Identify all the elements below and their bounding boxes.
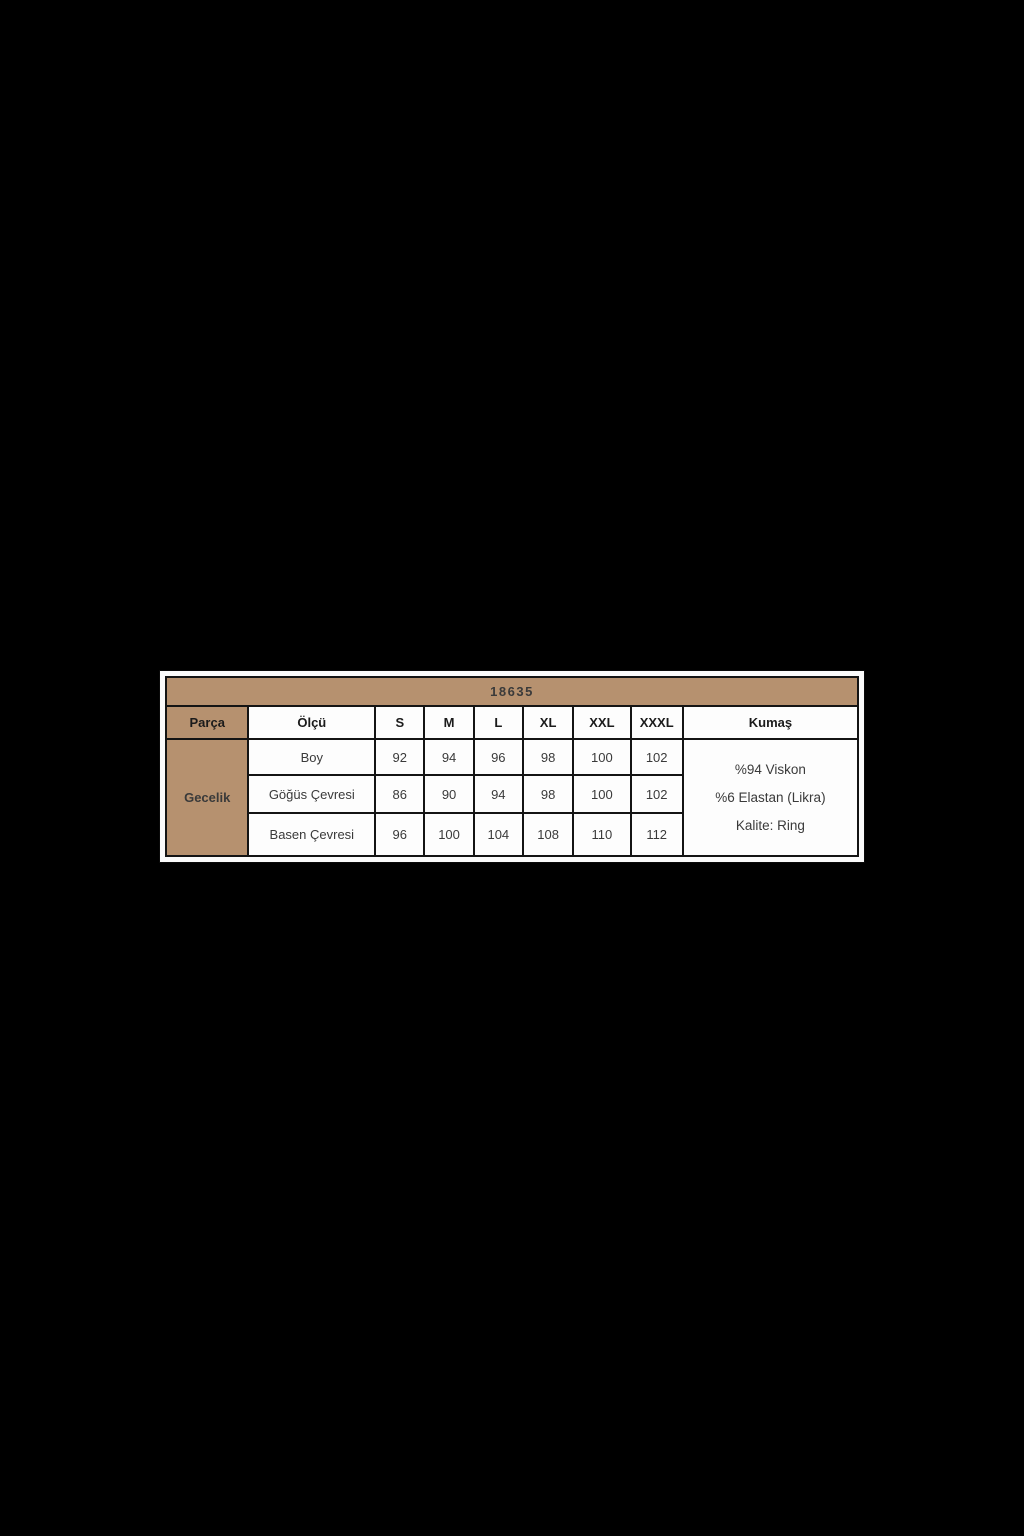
- size-value-cell: 100: [573, 775, 630, 813]
- size-value-cell: 92: [375, 739, 424, 775]
- size-value-cell: 94: [424, 739, 473, 775]
- size-chart-card: [160, 671, 864, 862]
- col-header-size-m: M: [424, 706, 473, 740]
- col-header-size-xxxl: XXXL: [631, 706, 683, 740]
- col-header-size-xxl: XXL: [573, 706, 630, 740]
- size-value-cell: 100: [424, 813, 473, 856]
- size-value-cell: 100: [573, 739, 630, 775]
- size-value-cell: 102: [631, 775, 683, 813]
- table-row-boy: [166, 739, 858, 775]
- size-value-cell: 112: [631, 813, 683, 856]
- size-value-cell: 96: [375, 813, 424, 856]
- header-row: [166, 706, 858, 740]
- size-value-cell: 98: [523, 775, 573, 813]
- fabric-line-viskon: %94 Viskon: [734, 761, 806, 777]
- size-value-cell: 98: [523, 739, 573, 775]
- size-value-cell: 94: [474, 775, 523, 813]
- col-header-size-s: S: [375, 706, 424, 740]
- size-value-cell: 86: [375, 775, 424, 813]
- part-name-cell: Gecelik: [166, 739, 248, 856]
- fabric-info-cell: [683, 739, 858, 856]
- fabric-line-elastan: %6 Elastan (Likra): [715, 789, 826, 805]
- measure-label-basen: Basen Çevresi: [248, 813, 375, 856]
- size-value-cell: 96: [474, 739, 523, 775]
- title-row: [166, 677, 858, 706]
- size-value-cell: 90: [424, 775, 473, 813]
- measure-label-boy: Boy: [248, 739, 375, 775]
- size-chart-table: [165, 676, 859, 857]
- product-code: 18635: [166, 677, 858, 706]
- measure-label-gogus: Göğüs Çevresi: [248, 775, 375, 813]
- col-header-size-l: L: [474, 706, 523, 740]
- size-value-cell: 108: [523, 813, 573, 856]
- col-header-olcu: Ölçü: [248, 706, 375, 740]
- col-header-size-xl: XL: [523, 706, 573, 740]
- size-value-cell: 102: [631, 739, 683, 775]
- size-value-cell: 104: [474, 813, 523, 856]
- col-header-parca: Parça: [166, 706, 248, 740]
- fabric-line-kalite: Kalite: Ring: [735, 817, 805, 833]
- col-header-kumas: Kumaş: [683, 706, 858, 740]
- size-value-cell: 110: [573, 813, 630, 856]
